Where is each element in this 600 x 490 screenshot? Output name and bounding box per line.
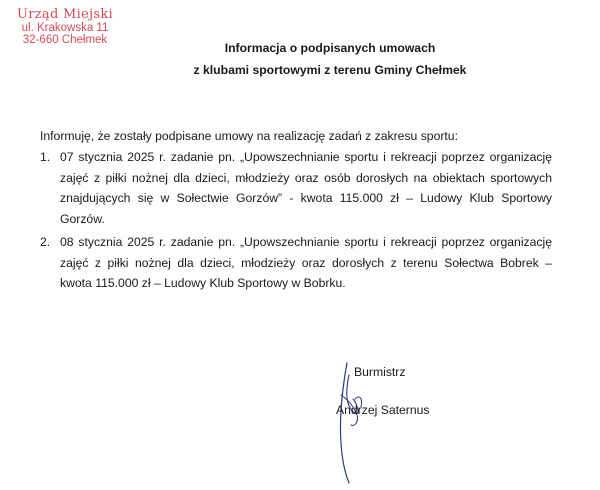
list-item-line: 07 stycznia 2025 r. zadanie pn. „Upowszechnianie sportu i rekreacji poprzez organizację <box>60 150 552 164</box>
stamp-street: ul. Krakowska 11 <box>21 21 109 34</box>
stamp-postal-city: 32-660 Chełmek <box>22 33 108 46</box>
list-item-line: Gorzów. <box>60 211 105 226</box>
document-title-line2: z klubami sportowymi z terenu Gminy Chełmek <box>193 63 467 77</box>
stamp-office-name: Urząd Miejski <box>16 7 114 22</box>
list-item-line: zajęć z piłki nożnej dla dzieci, młodzieży oraz dorosłych z terenu Sołectwa Bobrek – <box>60 255 552 270</box>
list-item-line: zajęć z piłki nożnej dla dzieci, młodzieży oraz osób dorosłych na obiektach sportowych <box>60 170 552 185</box>
list-item-line: znajdujących się w Sołectwie Gorzów” - kwota 115.000 zł – Ludowy Klub Sportowy <box>60 191 552 205</box>
list-item-line: kwota 115.000 zł – Ludowy Klub Sportowy w Bobrku. <box>60 276 346 290</box>
intro-paragraph: Informuję, że zostały podpisane umowy na realizację zadań z zakresu sportu: <box>40 129 458 143</box>
signatory-title: Burmistrz <box>354 365 406 379</box>
office-stamp <box>10 8 120 46</box>
list-item-number: 1. <box>40 150 51 164</box>
signatory-name: Andrzej Saternus <box>336 403 430 417</box>
list-item-number: 2. <box>40 235 51 249</box>
list-item-text <box>60 147 552 229</box>
list-item-text <box>60 232 552 294</box>
list-item-line: 08 stycznia 2025 r. zadanie pn. „Upowszechnianie sportu i rekreacji poprzez organizację <box>60 235 552 249</box>
document-title-line1: Informacja o podpisanych umowach <box>224 41 436 55</box>
